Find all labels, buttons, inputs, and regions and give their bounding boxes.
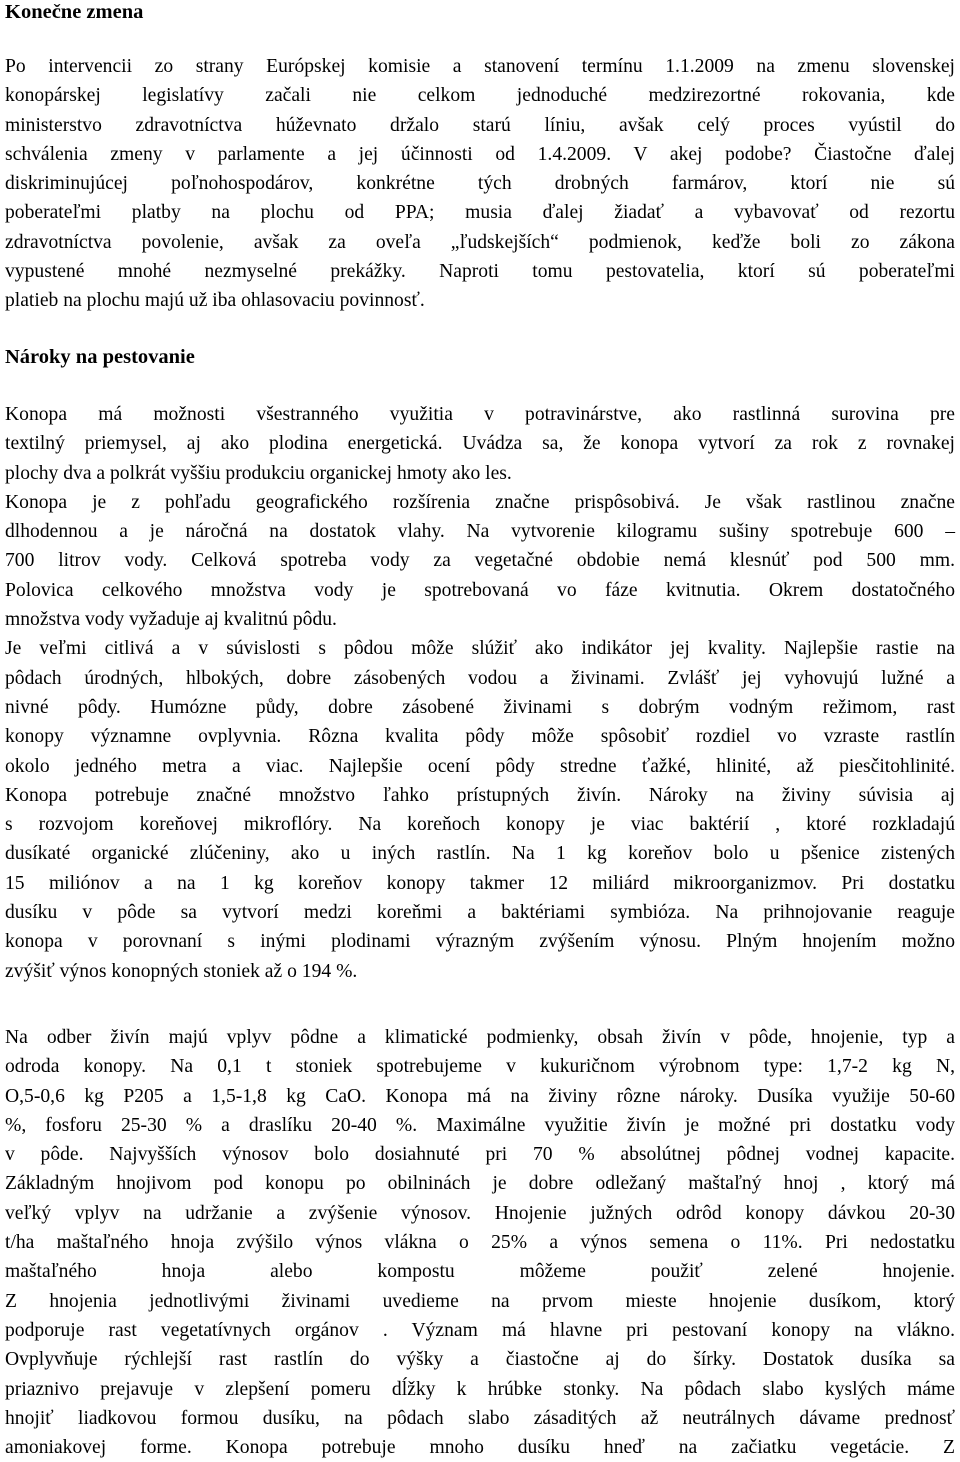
text-line: hnojiť liadkovou formou dusíku, na pôdach slabo zásaditých až neutrálnych dávame prednosť [5, 1407, 955, 1429]
text-line: poberateľmi platby na plochu od PPA; musia ďalej žiadať a vybavovať od rezortu [5, 202, 955, 224]
text-line: textilný priemysel, aj ako plodina energetická. Uvádza sa, že konopa vytvorí za rok z rovnakej [5, 433, 955, 455]
text-line: v pôde. Najvyšších výnosov bolo dosiahnuté pri 70 % absolútnej pôdnej vodnej kapacite. [5, 1144, 955, 1166]
text-line: Ovplyvňuje rýchlejší rast rastlín do výšky a čiastočne aj do šírky. Dostatok dusíka sa [5, 1349, 955, 1371]
text-line: Polovica celkového množstva vody je spotrebovaná vo fáze kvitnutia. Okrem dostatočného [5, 579, 955, 601]
text-line: priaznivo prejavuje v zlepšení pomeru dĺžky k hrúbke stonky. Na pôdach slabo kyslých máme [5, 1378, 955, 1400]
text-line: amoniakovej forme. Konopa potrebuje mnoho dusíku hneď na začiatku vegetácie. Z [5, 1437, 955, 1459]
heading-konecne-zmena: Konečne zmena [5, 1, 144, 23]
text-line: Konopa je z pohľadu geografického rozšírenia značne prispôsobivá. Je však rastlinou značne [5, 491, 955, 513]
text-line: ministerstvo zdravotníctva húževnato držalo starú líniu, avšak celý proces vyústil do [5, 114, 955, 136]
text-line: nivné pôdy. Humózne půdy, dobre zásobené živinami s dobrým vodným režimom, rast [5, 696, 955, 718]
text-line: maštaľného hnoja alebo kompostu môžeme použiť zelené hnojenie. [5, 1261, 955, 1283]
text-line: Konopa potrebuje značné množstvo ľahko prístupných živín. Nároky na živiny súvisia aj [5, 784, 955, 806]
text-line: Konopa má možnosti všestranného využitia v potravinárstve, ako rastlinná surovina pre [5, 404, 955, 425]
text-line: konopy významne ovplyvnia. Rôzna kvalita pôdy môže spôsobiť rozdiel vo vzraste rastlín [5, 726, 955, 748]
text-line: okolo jedného metra a viac. Najlepšie ocení pôdy stredne ťažké, hlinité, až piesčitohlinité. [5, 755, 955, 777]
text-line: dlhodennou a je náročná na dostatok vlahy. Na vytvorenie kilogramu sušiny spotrebuje 600 – [5, 521, 955, 543]
text-line: veľký vplyv na udržanie a zvýšenie výnosov. Hnojenie južných odrôd konopy dávkou 20-30 [5, 1202, 955, 1224]
text-line: Je veľmi citlivá a v súvislosti s pôdou môže slúžiť ako indikátor jej kvality. Najlepšie rastie na [5, 638, 955, 660]
text-line: 700 litrov vody. Celková spotreba vody za vegetačné obdobie nemá klesnúť pod 500 mm. [5, 550, 955, 572]
text-line: t/ha maštaľného hnoja zvýšilo výnos vlákna o 25% a výnos semena o 11%. Pri nedostatku [5, 1232, 955, 1254]
text-line: zvýšiť výnos konopných stoniek až o 194 %. [5, 960, 358, 982]
text-line: podporuje rast vegetatívnych orgánov . Význam má hlavne pri pestovaní konopy na vlákno. [5, 1319, 955, 1341]
text-line: zdravotníctva povolenie, avšak za oveľa „ľudskejších“ podmienok, keďže boli zo zákona [5, 231, 955, 253]
text-line: Základným hnojivom pod konopu po obilninách je dobre odležaný maštaľný hnoj , ktorý má [5, 1173, 955, 1195]
paragraph-naroky-na-pestovanie [5, 400, 955, 986]
text-line: Z hnojenia jednotlivými živinami uvedieme na prvom mieste hnojenie dusíkom, ktorý [5, 1290, 955, 1312]
paragraph-odber-zivin [5, 1023, 955, 1462]
text-line: pôdach úrodných, hlbokých, dobre zásobených vodou a živinami. Zvlášť jej vyhovujú lužné a [5, 667, 955, 689]
text-line: Po intervencii zo strany Európskej komisie a stanovení termínu 1.1.2009 na zmenu slovenskej [5, 56, 955, 77]
text-line: množstva vody vyžaduje aj kvalitnú pôdu. [5, 609, 337, 631]
text-line: Na odber živín majú vplyv pôdne a klimatické podmienky, obsah živín v pôde, hnojenie, typ a [5, 1027, 955, 1048]
text-line: plochy dva a polkrát vyššiu produkciu organickej hmoty ako les. [5, 462, 512, 484]
text-line: %, fosforu 25-30 % a draslíku 20-40 %. Maximálne využitie živín je možné pri dostatku vody [5, 1114, 955, 1136]
paragraph-konecne-zmena [5, 52, 955, 316]
text-line: diskriminujúcej poľnohospodárov, konkrétne tých drobných farmárov, ktorí nie sú [5, 173, 955, 195]
text-line: platieb na plochu majú už iba ohlasovaciu povinnosť. [5, 290, 425, 312]
text-line: s rozvojom koreňovej mikroflóry. Na koreňoch konopy je viac baktérií , ktoré rozkladajú [5, 814, 955, 836]
text-line: vypustené mnohé nezmyselné prekážky. Naproti tomu pestovatelia, ktorí sú poberateľmi [5, 261, 955, 283]
text-line: 15 miliónov a na 1 kg koreňov konopy takmer 12 miliárd mikroorganizmov. Pri dostatku [5, 872, 955, 894]
text-line: dusíku v pôde sa vytvorí medzi koreňmi a baktériami symbióza. Na prihnojovanie reaguje [5, 902, 955, 924]
text-line: konopa v porovnaní s inými plodinami výrazným zvýšením výnosu. Plným hnojením možno [5, 931, 955, 953]
text-line: schválenia zmeny v parlamente a jej účinnosti od 1.4.2009. V akej podobe? Čiastočne ďalej [5, 143, 955, 165]
text-line: dusíkaté organické zlúčeniny, ako u iných rastlín. Na 1 kg koreňov bolo u pšenice zistených [5, 843, 955, 865]
text-line: konopárskej legislatívy začali nie celkom jednoduché medzirezortné rokovania, kde [5, 85, 955, 107]
text-line: odroda konopy. Na 0,1 t stoniek spotrebujeme v kukuričnom výrobnom type: 1,7-2 kg N, [5, 1056, 955, 1078]
text-line: O,5-0,6 kg P205 a 1,5-1,8 kg CaO. Konopa má na živiny rôzne nároky. Dusíka využije 50-60 [5, 1085, 955, 1107]
heading-naroky-na-pestovanie: Nároky na pestovanie [5, 346, 195, 368]
